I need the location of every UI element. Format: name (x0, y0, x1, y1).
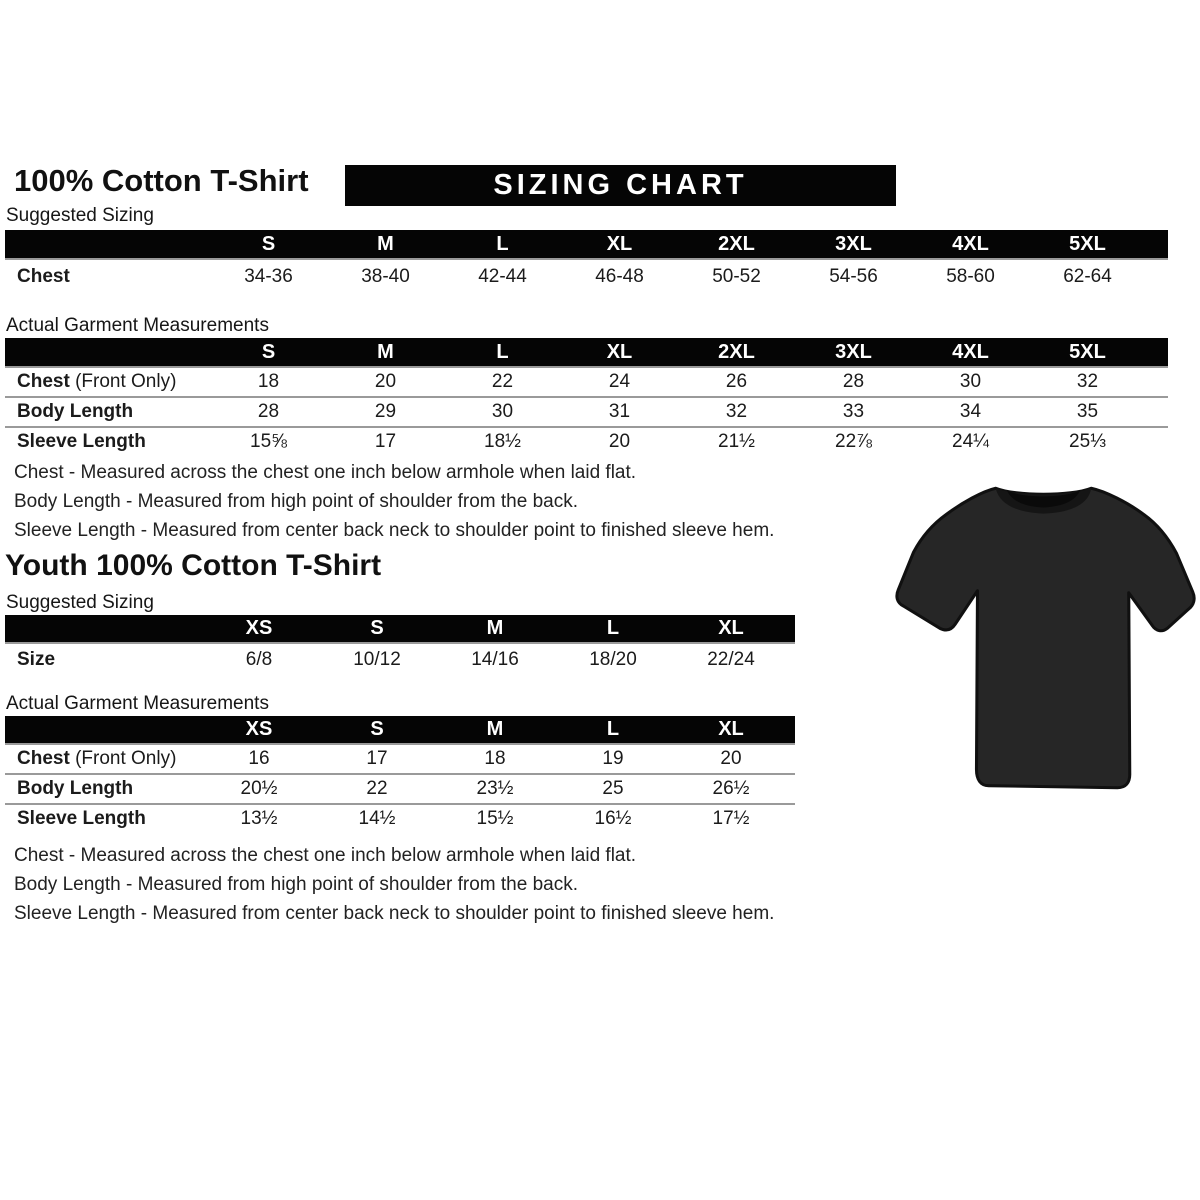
table-row-body-length (5, 397, 1168, 427)
note-chest: Chest - Measured across the chest one inch below armhole when laid flat. (14, 845, 637, 866)
table-row-body-length (5, 774, 795, 804)
cell-value: 18½ (484, 431, 521, 452)
adult-suggested-header-row (5, 230, 1168, 259)
col-header-s: S (318, 615, 436, 643)
adult-actual-header-row (5, 338, 1168, 367)
cell-value: 20 (608, 431, 631, 452)
cell-value: 34 (912, 397, 1029, 427)
tshirt-graphic (893, 472, 1198, 807)
col-header-2xl: 2XL (678, 338, 795, 367)
cell-value: 23½ (436, 774, 554, 804)
table-row-sleeve-length (5, 427, 1168, 456)
cell-filler (790, 804, 795, 833)
adult-suggested-table (5, 230, 1168, 294)
note-sleeve-length: Sleeve Length - Measured from center back neck to shoulder point to finished sleeve hem. (14, 520, 775, 541)
col-header-2xl: 2XL (678, 230, 795, 259)
row-label-sleeve-length: Sleeve Length (17, 808, 146, 829)
sizing-chart-banner-label: SIZING CHART (493, 169, 748, 201)
cell-value: 6/8 (245, 648, 273, 670)
cell-value: 17 (318, 744, 436, 774)
cell-value: 26½ (672, 774, 790, 804)
row-label-chest-front-only: Chest (Front Only) (5, 744, 200, 774)
adult-actual-table (5, 338, 1168, 456)
cell-value: 46-48 (595, 266, 644, 287)
cell-value: 42-44 (478, 266, 527, 287)
cell-value: 15½ (476, 808, 514, 829)
col-header-xl: XL (672, 716, 790, 744)
cell-value: 24 (561, 367, 678, 397)
adult-notes (14, 458, 774, 545)
col-header-xl: XL (561, 338, 678, 367)
cell-value: 58-60 (946, 266, 995, 287)
col-header-xs: XS (200, 716, 318, 744)
col-header-s: S (210, 338, 327, 367)
cell-value: 50-52 (712, 266, 761, 287)
youth-actual-label: Actual Garment Measurements (6, 693, 269, 714)
cell-value: 17½ (712, 808, 750, 829)
row-label-body-length: Body Length (5, 397, 210, 427)
youth-suggested-header-row (5, 615, 795, 643)
youth-actual-header-row (5, 716, 795, 744)
cell-value: 22 (444, 367, 561, 397)
col-header-m: M (327, 338, 444, 367)
cell-value: 31 (561, 397, 678, 427)
cell-value: 22 (318, 774, 436, 804)
col-header-m: M (327, 230, 444, 259)
cell-value: 15⅝ (250, 431, 287, 452)
table-row (5, 259, 1168, 294)
cell-filler (790, 774, 795, 804)
col-header-m: M (436, 615, 554, 643)
note-chest: Chest - Measured across the chest one inch below armhole when laid flat. (14, 462, 637, 483)
cell-value: 25⅓ (1069, 431, 1106, 452)
cell-value: 32 (1029, 367, 1146, 397)
adult-actual-label: Actual Garment Measurements (6, 315, 269, 336)
row-label-chest-front-only: Chest (Front Only) (5, 367, 210, 397)
col-header-xs: XS (200, 615, 318, 643)
cell-value: 35 (1029, 397, 1146, 427)
col-header-s: S (210, 230, 327, 259)
header-filler (790, 716, 795, 744)
cell-value: 18 (436, 744, 554, 774)
cell-value: 20 (327, 367, 444, 397)
youth-notes (14, 841, 774, 928)
cell-value: 30 (912, 367, 1029, 397)
cell-value: 29 (327, 397, 444, 427)
cell-value: 32 (678, 397, 795, 427)
table-row-chest (5, 744, 795, 774)
youth-suggested-label: Suggested Sizing (6, 592, 154, 613)
col-header-m: M (436, 716, 554, 744)
cell-filler (1146, 397, 1168, 427)
cell-value: 22/24 (707, 648, 755, 670)
cell-value: 18 (210, 367, 327, 397)
cell-value: 18/20 (589, 648, 637, 670)
col-header-4xl: 4XL (912, 230, 1029, 259)
col-header-5xl: 5XL (1029, 338, 1146, 367)
note-body-length: Body Length - Measured from high point of shoulder from the back. (14, 874, 578, 895)
col-header-3xl: 3XL (795, 338, 912, 367)
cell-value: 34-36 (244, 266, 293, 287)
cell-value: 38-40 (361, 266, 410, 287)
row-label-sleeve-length: Sleeve Length (17, 431, 146, 452)
note-sleeve-length: Sleeve Length - Measured from center back neck to shoulder point to finished sleeve hem. (14, 903, 775, 924)
cell-filler (1146, 427, 1168, 456)
row-label-size: Size (17, 648, 56, 670)
cell-value: 30 (444, 397, 561, 427)
table-row-size (5, 643, 795, 675)
col-header-l: L (554, 615, 672, 643)
col-header-3xl: 3XL (795, 230, 912, 259)
cell-value: 16½ (594, 808, 632, 829)
youth-title: Youth 100% Cotton T-Shirt (5, 549, 382, 582)
header-spacer (5, 716, 200, 744)
cell-filler (790, 643, 795, 675)
cell-value: 21½ (718, 431, 755, 452)
col-header-l: L (444, 338, 561, 367)
col-header-xl: XL (561, 230, 678, 259)
cell-filler (1146, 367, 1168, 397)
cell-value: 14½ (358, 808, 396, 829)
cell-value: 54-56 (829, 266, 878, 287)
youth-suggested-table (5, 615, 795, 675)
cell-value: 33 (795, 397, 912, 427)
cell-value: 28 (795, 367, 912, 397)
table-row-chest (5, 367, 1168, 397)
cell-value: 16 (200, 744, 318, 774)
row-label-body-length: Body Length (5, 774, 200, 804)
cell-value: 24¼ (952, 431, 989, 452)
cell-value: 26 (678, 367, 795, 397)
cell-value: 10/12 (353, 648, 401, 670)
header-filler (790, 615, 795, 643)
cell-value: 17 (374, 431, 397, 452)
youth-actual-table (5, 716, 795, 833)
col-header-5xl: 5XL (1029, 230, 1146, 259)
tshirt-body (897, 488, 1194, 787)
cell-value: 13½ (240, 808, 278, 829)
cell-value: 14/16 (471, 648, 519, 670)
cell-filler (790, 744, 795, 774)
note-body-length: Body Length - Measured from high point of shoulder from the back. (14, 491, 578, 512)
col-header-xl: XL (672, 615, 790, 643)
col-header-l: L (554, 716, 672, 744)
cell-value: 19 (554, 744, 672, 774)
header-spacer (5, 615, 200, 643)
table-row-sleeve-length (5, 804, 795, 833)
header-spacer (5, 230, 210, 259)
cell-value: 28 (210, 397, 327, 427)
cell-filler (1146, 259, 1168, 294)
cell-value: 22⅞ (835, 431, 872, 452)
col-header-4xl: 4XL (912, 338, 1029, 367)
cell-value: 25 (554, 774, 672, 804)
cell-value: 62-64 (1063, 266, 1112, 287)
cell-value: 20 (672, 744, 790, 774)
row-label-chest: Chest (17, 266, 70, 287)
adult-suggested-label: Suggested Sizing (6, 205, 154, 226)
header-spacer (5, 338, 210, 367)
header-filler (1146, 338, 1168, 367)
tshirt-image (893, 472, 1198, 807)
col-header-l: L (444, 230, 561, 259)
cell-value: 20½ (200, 774, 318, 804)
col-header-s: S (318, 716, 436, 744)
adult-title: 100% Cotton T-Shirt (14, 163, 309, 198)
sizing-chart-banner (345, 165, 896, 206)
header-filler (1146, 230, 1168, 259)
